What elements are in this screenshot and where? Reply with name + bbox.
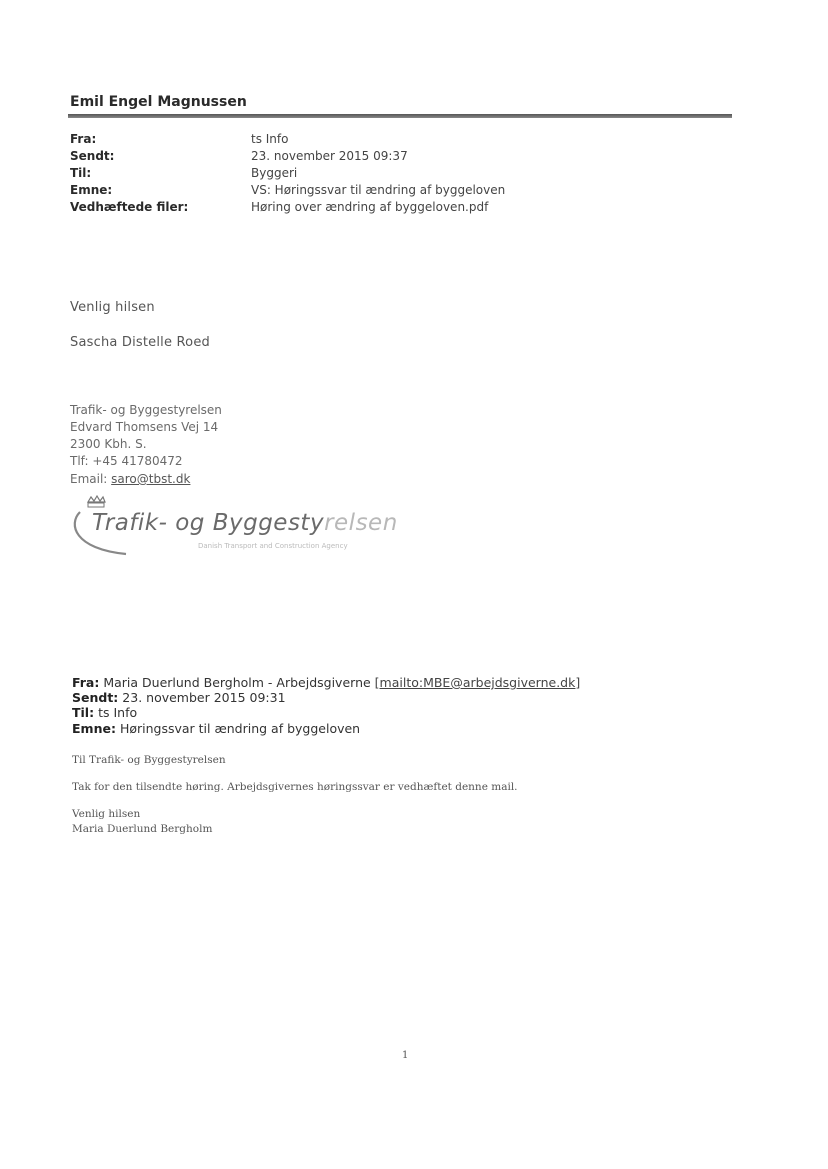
forwarded-salutation: Til Trafik- og Byggestyrelsen [72, 754, 226, 766]
header-row-attachments [70, 200, 750, 217]
forwarded-to-label: Til: [72, 705, 95, 720]
sender-name: Sascha Distelle Roed [70, 335, 210, 350]
forwarded-subject-value: Høringssvar til ændring af byggeloven [119, 721, 361, 736]
header-value: 23. november 2015 09:37 [251, 149, 408, 163]
signature-street: Edvard Thomsens Vej 14 [70, 420, 219, 434]
forwarded-from-link[interactable]: [mailto:MBE@arbejdsgiverne.dk] [374, 675, 581, 690]
forwarded-subject-label: Emne: [72, 721, 116, 736]
logo-name-faded: relsen [324, 510, 398, 536]
signature-city: 2300 Kbh. S. [70, 437, 147, 451]
forwarded-from-row [72, 675, 580, 690]
logo-wordmark [92, 510, 398, 536]
forwarded-from-label: Fra: [72, 675, 100, 690]
forwarded-to-row [72, 705, 137, 720]
forwarded-sent-label: Sendt: [72, 690, 119, 705]
header-row-to [70, 166, 750, 183]
header-label: Vedhæftede filer: [70, 200, 189, 214]
forwarded-from-value: Maria Duerlund Bergholm - Arbejdsgiverne [103, 675, 375, 690]
attachment-link[interactable]: Høring over ændring af byggeloven.pdf [251, 200, 489, 214]
signature-phone: Tlf: +45 41780472 [70, 454, 183, 468]
header-label: Sendt: [70, 149, 115, 163]
header-label: Emne: [70, 183, 113, 197]
forwarded-closing: Venlig hilsen [72, 808, 141, 820]
forwarded-subject-row [72, 721, 360, 736]
signature-email-label: Email: [70, 472, 112, 486]
forwarded-message: Tak for den tilsendte høring. Arbejdsgivernes høringssvar er vedhæftet denne mail. [72, 781, 518, 793]
forwarded-sent-row [72, 690, 286, 705]
forwarded-sent-value: 23. november 2015 09:31 [122, 690, 286, 705]
greeting: Venlig hilsen [70, 300, 155, 315]
forwarded-to-value: ts Info [98, 705, 138, 720]
mailbox-owner-name: Emil Engel Magnussen [70, 94, 247, 110]
header-value: VS: Høringssvar til ændring af byggeloven [251, 183, 506, 197]
page-number: 1 [402, 1050, 409, 1061]
header-value: Byggeri [251, 166, 298, 180]
header-label: Fra: [70, 132, 97, 146]
header-row-sent [70, 149, 750, 166]
header-row-subject [70, 183, 750, 200]
forwarded-closing-name: Maria Duerlund Bergholm [72, 823, 213, 835]
logo-subtitle: Danish Transport and Construction Agency [198, 542, 348, 550]
signature-email-link[interactable]: saro@tbst.dk [111, 472, 191, 486]
signature-org: Trafik- og Byggestyrelsen [70, 403, 222, 417]
signature-email-row [70, 472, 190, 486]
header-row-from [70, 132, 750, 149]
agency-logo [66, 494, 398, 564]
header-label: Til: [70, 166, 92, 180]
logo-name-main: Trafik- og Byggesty [92, 510, 325, 536]
header-divider [68, 114, 732, 118]
header-value: ts Info [251, 132, 289, 146]
